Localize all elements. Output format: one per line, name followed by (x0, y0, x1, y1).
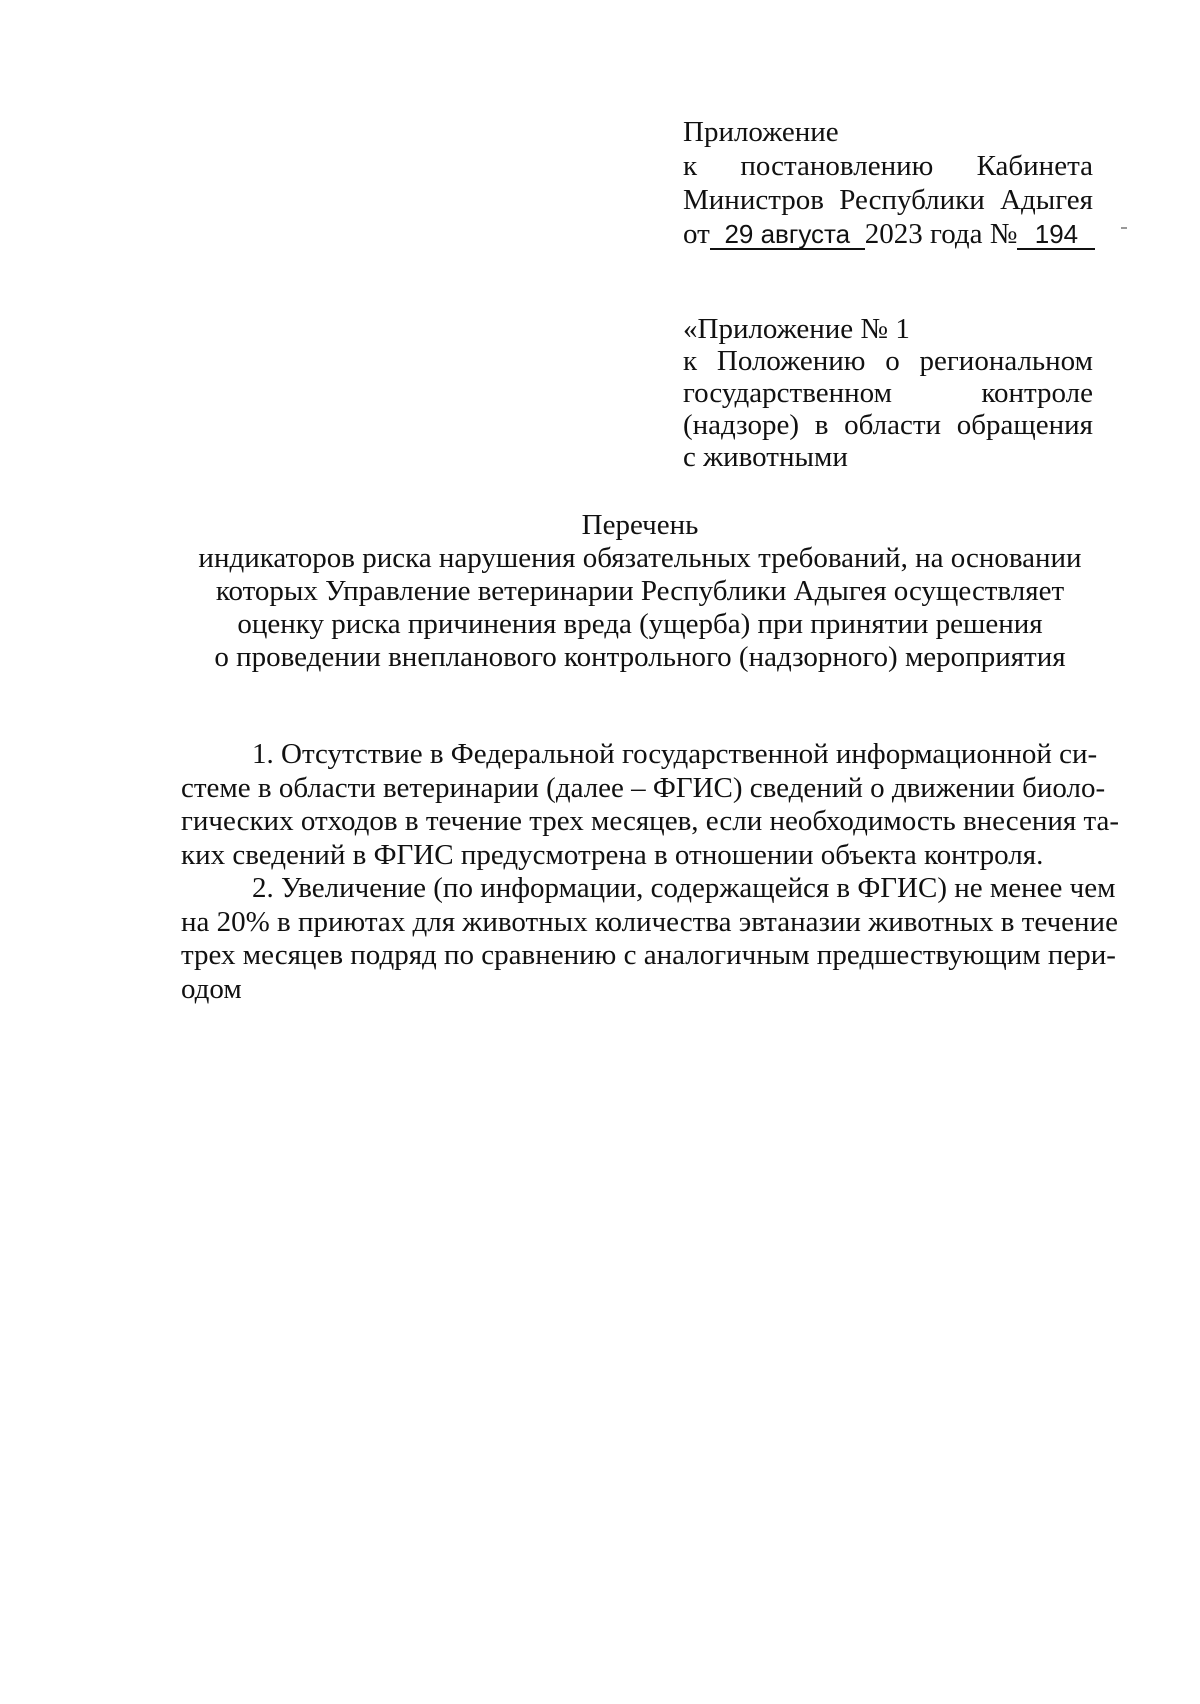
text-line: гических отходов в течение трех месяцев, если необходимость внесения та- (181, 805, 1120, 837)
appendix-header (683, 313, 1093, 473)
document-body (181, 738, 1120, 1006)
text-line: 1. Отсутствие в Федеральной государственной информационной си- (252, 738, 1098, 770)
heading-title: Перечень (581, 509, 699, 541)
text-line: одом (181, 972, 242, 1005)
appendix-line-3: государственном контроле (683, 377, 1093, 409)
approval-title: Приложение (683, 116, 839, 148)
appendix-line-5: с животными (683, 441, 848, 473)
text-line: стеме в области ветеринарии (далее – ФГИС) сведений о движении биоло- (181, 771, 1106, 804)
approval-line-3: Министров Республики Адыгея (683, 184, 1093, 216)
approval-line-2: к постановлению Кабинета (683, 150, 1093, 182)
document-heading (160, 509, 1120, 674)
text-line: 2. Увеличение (по информации, содержащейся в ФГИС) не менее чем (252, 872, 1116, 904)
heading-line: индикаторов риска нарушения обязательных требований, на основании (198, 542, 1082, 574)
text-line: на 20% в приютах для животных количества эвтаназии животных в течение (181, 905, 1118, 938)
from-label: от (683, 218, 710, 250)
text-line: трех месяцев подряд по сравнению с аналогичным предшествующим пери- (181, 939, 1116, 971)
approval-date-line (683, 217, 1093, 251)
heading-line: о проведении внепланового контрольного (надзорного) мероприятия (214, 641, 1066, 673)
item-2 (181, 872, 1118, 1006)
item-1 (181, 738, 1120, 872)
appendix-line-4: (надзоре) в области обращения (683, 409, 1093, 441)
approval-date: 29 августа (710, 220, 865, 250)
approval-number: 194 (1017, 220, 1095, 250)
appendix-line-2: к Положению о региональном (683, 345, 1093, 377)
approval-year: 2023 года № (864, 218, 1018, 250)
scan-speck (1121, 227, 1127, 229)
heading-line: которых Управление ветеринарии Республики Адыгея осуществляет (215, 575, 1065, 607)
text-line: ких сведений в ФГИС предусмотрена в отношении объекта контроля. (181, 838, 1044, 871)
appendix-title: «Приложение № 1 (683, 313, 910, 345)
heading-line: оценку риска причинения вреда (ущерба) при принятии решения (237, 608, 1043, 640)
approval-stamp (683, 115, 1093, 251)
